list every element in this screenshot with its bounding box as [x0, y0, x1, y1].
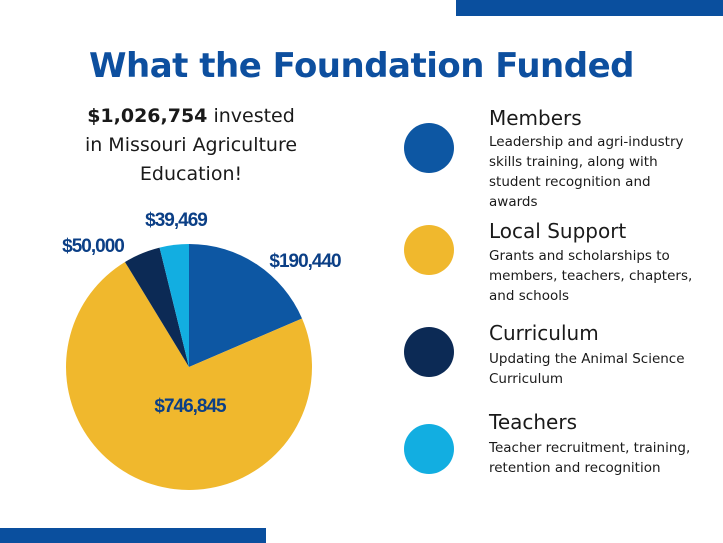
legend-desc-curriculum: Updating the Animal Science Curriculum: [489, 351, 685, 387]
legend-title-local-support: Local Support: [489, 219, 627, 243]
page-title: What the Foundation Funded: [89, 46, 634, 86]
legend-title-teachers: Teachers: [489, 410, 577, 434]
legend-desc-local-support: Grants and scholarships to members, teachers, chapters, and schools: [489, 248, 693, 304]
legend-desc-members: Leadership and agri-industry skills training, along with student recognition and awards: [489, 134, 684, 210]
intro-amount: $1,026,754: [87, 105, 208, 127]
legend-title-members: Members: [489, 106, 582, 130]
legend-desc-teachers: Teacher recruitment, training, retention and recognition: [489, 440, 691, 476]
legend-dot-curriculum: [404, 327, 454, 377]
pie-label-members: $190,440: [269, 251, 341, 272]
legend-title-curriculum: Curriculum: [489, 321, 599, 345]
pie-label-local-support: $746,845: [154, 396, 226, 417]
legend-dot-teachers: [404, 424, 454, 474]
legend-dot-members: [404, 123, 454, 173]
legend-dot-local-support: [404, 225, 454, 275]
intro-description: invested in Missouri Agriculture Education!: [84, 105, 298, 185]
pie-label-curriculum: $50,000: [62, 236, 124, 257]
pie-label-teachers: $39,469: [145, 210, 207, 231]
